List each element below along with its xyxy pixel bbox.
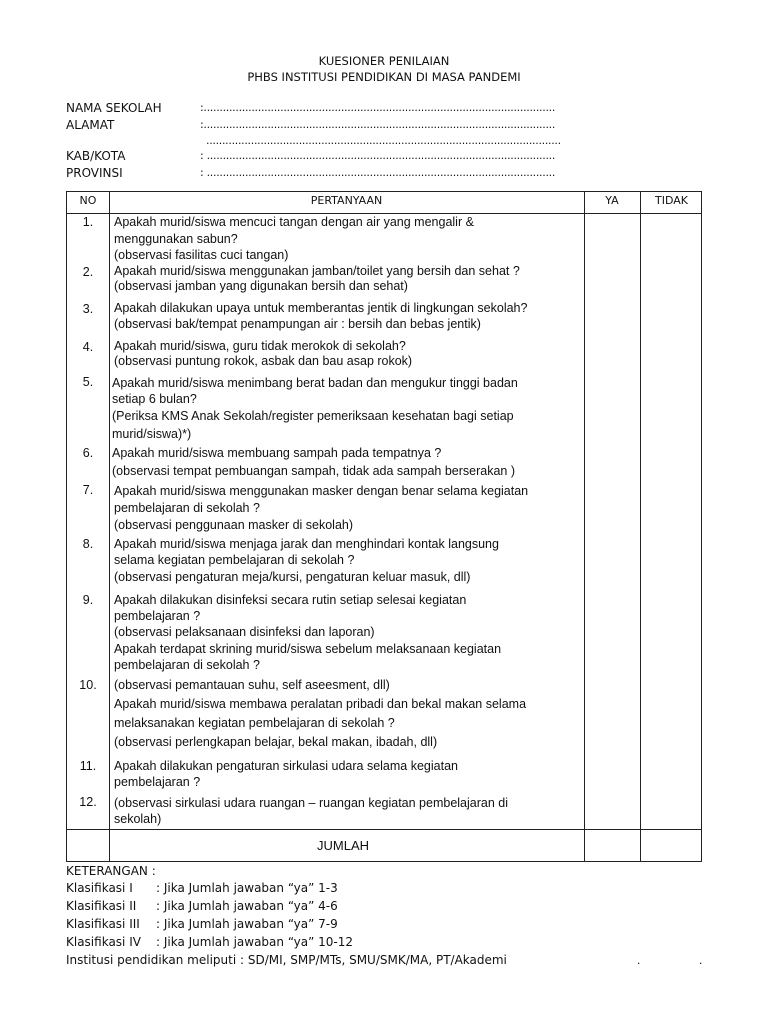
klasifikasi-label: Klasifikasi IV (66, 935, 141, 949)
question-line: pembelajaran ? (114, 775, 201, 789)
question-line: Apakah murid/siswa, guru tidak merokok di sekolah? (114, 339, 406, 353)
header-pertanyaan: PERTANYAAN (310, 194, 383, 207)
klasifikasi-text: : Jika Jumlah jawaban “ya” 7-9 (156, 917, 338, 931)
question-line: Apakah murid/siswa membuang sampah pada tempatnya ? (112, 446, 442, 460)
klasifikasi-text: : Jika Jumlah jawaban “ya” 1-3 (156, 881, 338, 895)
alamat-field[interactable]: :.............................................................................................................. (200, 118, 556, 131)
question-line: Apakah murid/siswa menggunakan jamban/toilet yang bersih dan sehat ? (114, 264, 520, 278)
question-line: (observasi sirkulasi udara ruangan – ruangan kegiatan pembelajaran di (114, 796, 508, 810)
row-number: 8. (82, 537, 94, 551)
question-line: pembelajaran di sekolah ? (114, 501, 260, 515)
stray-dot: . (637, 953, 641, 967)
provinsi-label: PROVINSI (66, 166, 123, 180)
klasifikasi-label: Klasifikasi I (66, 881, 133, 895)
question-line: Apakah terdapat skrining murid/siswa sebelum melaksanaan kegiatan (114, 642, 502, 656)
row-number: 7. (82, 483, 94, 497)
question-line: pembelajaran ? (114, 609, 201, 623)
klasifikasi-label: Klasifikasi III (66, 917, 140, 931)
header-no: NO (79, 194, 97, 207)
question-line: Apakah murid/siswa mencuci tangan dengan air yang mengalir & (114, 215, 474, 229)
questionnaire-table (66, 191, 702, 862)
row-number: 10. (79, 678, 97, 692)
question-line: murid/siswa)*) (112, 427, 192, 441)
question-line: Apakah dilakukan disinfeksi secara rutin setiap selesai kegiatan (114, 593, 467, 607)
question-line: (observasi fasilitas cuci tangan) (114, 248, 289, 262)
klasifikasi-label: Klasifikasi II (66, 899, 137, 913)
question-line: (observasi pengaturan meja/kursi, pengaturan keluar masuk, dll) (114, 570, 471, 584)
row-number: 2. (82, 265, 94, 279)
klasifikasi-text: : Jika Jumlah jawaban “ya” 10-12 (156, 935, 353, 949)
provinsi-field[interactable]: : ............................................................................................................. (200, 166, 556, 179)
question-line: (observasi pemantauan suhu, self aseesment, dll) (114, 678, 390, 692)
nama-sekolah-label: NAMA SEKOLAH (66, 101, 162, 115)
col-divider (109, 192, 110, 861)
alamat-field-line2[interactable]: ............................................................................................................... (206, 134, 561, 147)
jumlah-divider (67, 829, 701, 830)
question-line: Apakah murid/siswa menggunakan masker dengan benar selama kegiatan (114, 484, 529, 498)
klasifikasi-row (66, 917, 338, 931)
row-number: 5. (82, 375, 94, 389)
row-number: 1. (82, 215, 94, 229)
klasifikasi-row (66, 881, 338, 895)
page-title: KUESIONER PENILAIAN (318, 54, 450, 68)
question-line: (observasi jamban yang digunakan bersih dan sehat) (114, 279, 408, 293)
col-divider (640, 192, 641, 861)
row-number: 12. (79, 795, 97, 809)
question-line: selama kegiatan pembelajaran di sekolah ? (114, 553, 355, 567)
col-divider (584, 192, 585, 861)
header-divider (67, 213, 701, 214)
klasifikasi-row (66, 935, 353, 949)
question-line: melaksanakan kegiatan pembelajaran di sekolah ? (114, 716, 395, 730)
row-number: 11. (79, 759, 97, 773)
question-line: pembelajaran di sekolah ? (114, 658, 260, 672)
stray-dot: . (699, 953, 703, 967)
header-ya: YA (605, 194, 619, 207)
row-number: 6. (82, 446, 94, 460)
jumlah-label: JUMLAH (317, 838, 370, 853)
nama-sekolah-field[interactable]: :.............................................................................................................. (200, 101, 556, 114)
question-line: (Periksa KMS Anak Sekolah/register pemeriksaan kesehatan bagi setiap (112, 409, 514, 423)
alamat-label: ALAMAT (66, 118, 115, 132)
question-line: (observasi penggunaan masker di sekolah) (114, 518, 354, 532)
row-number: 3. (82, 302, 94, 316)
question-line: setiap 6 bulan? (112, 392, 197, 406)
question-line: (observasi perlengkapan belajar, bekal makan, ibadah, dll) (114, 735, 438, 749)
kab-kota-label: KAB/KOTA (66, 149, 126, 163)
header-tidak: TIDAK (655, 194, 688, 207)
question-line: Apakah murid/siswa menjaga jarak dan menghindari kontak langsung (114, 537, 499, 551)
question-line: Apakah dilakukan pengaturan sirkulasi udara selama kegiatan (114, 759, 458, 773)
page-subtitle: PHBS INSTITUSI PENDIDIKAN DI MASA PANDEMI (247, 70, 521, 84)
institusi-note: Institusi pendidikan meliputi : SD/MI, SMP/MTs, SMU/SMK/MA, PT/Akademi (66, 953, 507, 967)
row-number: 9. (82, 593, 94, 607)
question-line: Apakah murid/siswa menimbang berat badan dan mengukur tinggi badan (112, 376, 518, 390)
klasifikasi-row (66, 899, 338, 913)
question-line: sekolah) (114, 812, 162, 826)
question-line: (observasi tempat pembuangan sampah, tidak ada sampah berserakan ) (112, 464, 516, 478)
question-line: (observasi puntung rokok, asbak dan bau asap rokok) (114, 354, 413, 368)
question-line: Apakah dilakukan upaya untuk memberantas jentik di lingkungan sekolah? (114, 301, 528, 315)
klasifikasi-text: : Jika Jumlah jawaban “ya” 4-6 (156, 899, 338, 913)
question-line: (observasi pelaksanaan disinfeksi dan laporan) (114, 625, 375, 639)
question-line: Apakah murid/siswa membawa peralatan pribadi dan bekal makan selama (114, 697, 527, 711)
question-line: menggunakan sabun? (114, 232, 238, 246)
row-number: 4. (82, 340, 94, 354)
keterangan-title: KETERANGAN : (66, 864, 156, 878)
kab-kota-field[interactable]: : ............................................................................................................. (200, 149, 556, 162)
question-line: (observasi bak/tempat penampungan air : bersih dan bebas jentik) (114, 317, 481, 331)
